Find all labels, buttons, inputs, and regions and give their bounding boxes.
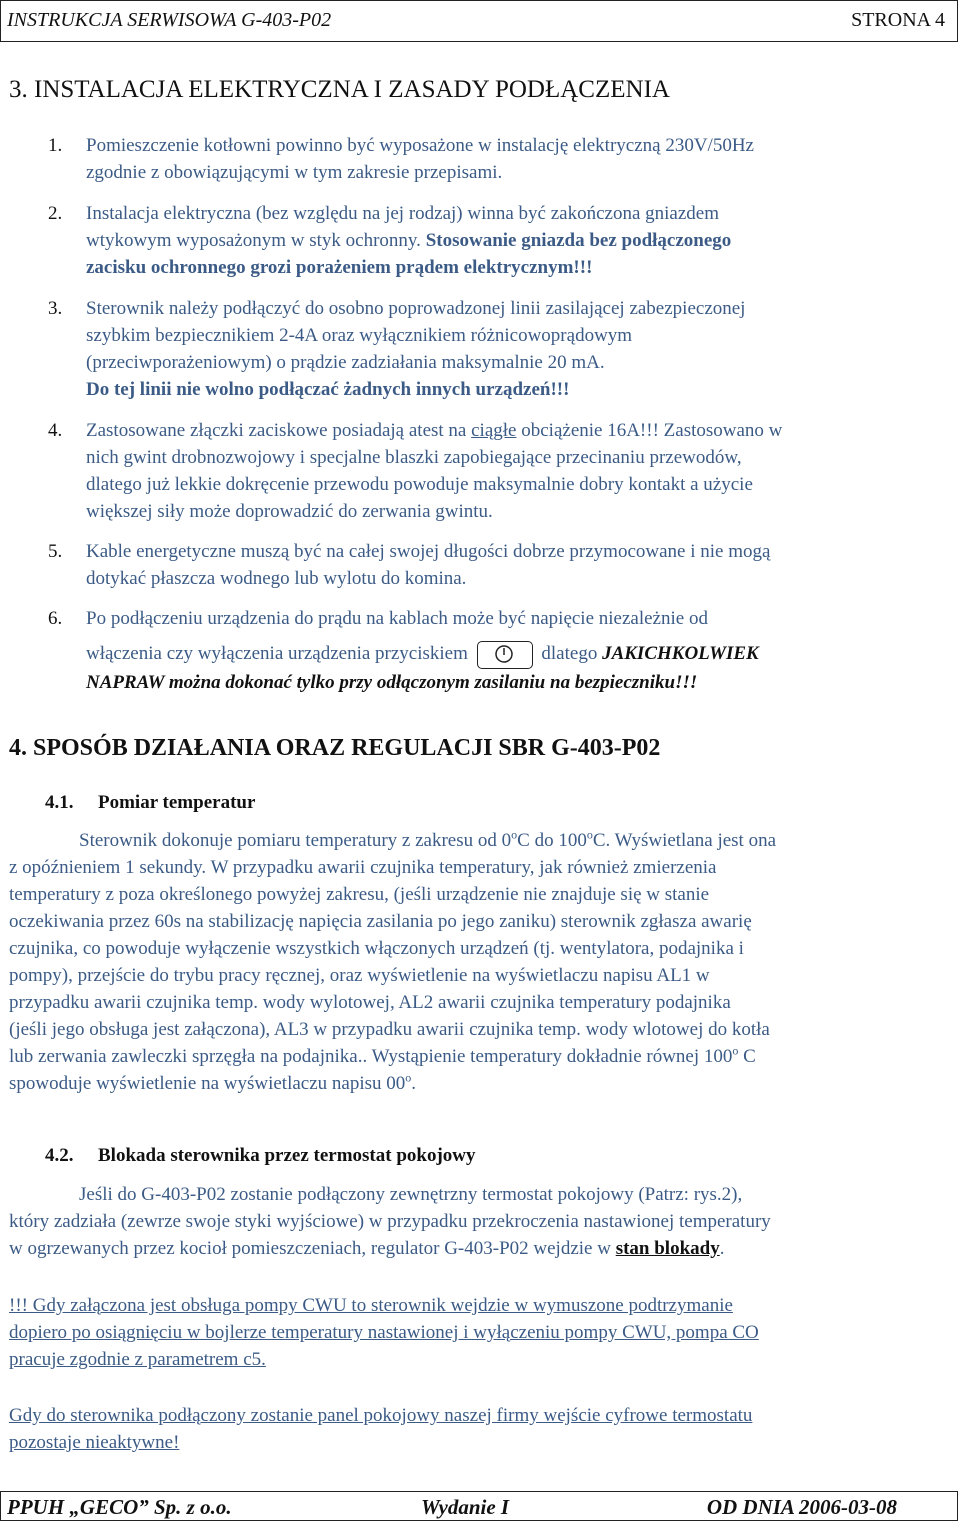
item-2-text: Instalacja elektryczna (bez względu na jej rodzaj) winna być zakończona gniazdem wtykowym wyposażonym w styk ochronny. Stosowanie gniazda bez podłączonego zacisku ochronnego grozi porażeniem prądem elektrycznym!!!: [86, 203, 732, 278]
lock-state-label: stan blokady: [615, 1238, 720, 1259]
subsection-4-1-title: Pomiar temperatur: [98, 792, 256, 813]
section-3-title: 3. INSTALACJA ELEKTRYCZNA I ZASADY PODŁĄCZENIA: [9, 76, 670, 103]
cwu-note: !!! Gdy załączona jest obsługa pompy CWU to sterownik wejdzie w wymuszone podtrzymanie dopiero po osiągnięciu w bojlerze temperatury nastawionej i wyłączeniu pompy CWU, pompa CO pracuje zgodnie z parametrem c5.: [9, 1295, 759, 1370]
document-title: INSTRUKCJA SERWISOWA G-403-P02: [7, 9, 332, 31]
edition: Wydanie I: [421, 1495, 510, 1519]
item-6-text: Po podłączeniu urządzenia do prądu na kablach może być napięcie niezależnie od włączenia czy wyłączenia urządzenia przyciskiem dlatego JAKICHKOLWIEK NAPRAW można dokonać tylko przy odłączonym zasilaniu na bezpieczniku!!!: [86, 608, 759, 693]
item-3-text: Sterownik należy podłączyć do osobno poprowadzonej linii zasilającej zabezpieczonej szybkim bezpiecznikiem 2-4A oraz wyłącznikiem różnicowoprądowym (przeciwporażeniowym) o prądzie zadziałania maksymalnie 20 mA. Do tej linii nie wolno podłączać żadnych innych urządzeń!!!: [86, 295, 954, 403]
subsection-4-1-body: Sterownik dokonuje pomiaru temperatury z zakresu od 0$^o$C do 100$^o$C. Wyświetlana jest ona z opóźnieniem 1 sekundy. W przypadku awarii czujnika temperatury, jak również zmierzenia temperatury z poza określonego powyżej zakresu, (jeśli urządzenie nie znajduje się w stanie oczekiwania przez 60s na stabilizację napięcia zasilania po jego zaniku) sterownik zgłasza awarię czujnika, co powoduje wyłączenie wszystkich włączonych urządzeń (tj. wentylatora, podajnika i pompy), przejście do trybu pracy ręcznej, oraz wyświetlenie na wyświetlaczu napisu AL1 w przypadku awarii czujnika temp. wody wylotowej, AL2 awarii czujnika temperatury podajnika (jeśli jego obsługa jest załączona), AL3 w przypadku awarii czujnika temp. wody wlotowej do kotła lub zerwania zawleczki sprzęgła na podajnika.. Wystąpienie temperatury dokładnie równej 100$^o$ C spowoduje wyświetlenie na wyświetlaczu napisu 00$^o$.: [9, 827, 777, 1094]
item-1-text: Pomieszczenie kotłowni powinno być wyposażone w instalację elektryczną 230V/50Hz zgodnie z obowiązującymi w tym zakresie przepisami.: [86, 135, 754, 183]
item-1-number: 1.: [48, 135, 63, 156]
room-panel-note: Gdy do sterownika podłączony zostanie panel pokojowy naszej firmy wejście cyfrowe termostatu pozostaje nieaktywne!: [9, 1405, 753, 1453]
page-footer: [0, 1491, 958, 1521]
item-5-number: 5.: [48, 541, 63, 562]
company-name: PPUH „GECO” Sp. z o.o.: [7, 1495, 232, 1519]
subsection-4-2-title: Blokada sterownika przez termostat pokojowy: [98, 1145, 476, 1166]
subsection-4-2-body: Jeśli do G-403-P02 zostanie podłączony zewnętrzny termostat pokojowy (Patrz: rys.2), który zadziała (zewrze swoje styki wyjściowe) w przypadku przekroczenia nastawionej temperatury w ogrzewanych przez kocioł pomieszczeniach, regulator G-403-P02 wejdzie w stan blokady.: [9, 1184, 771, 1259]
item-6-number: 6.: [48, 608, 63, 629]
power-button-symbol: [477, 641, 533, 669]
item-5-text: Kable energetyczne muszą być na całej swojej długości dobrze przymocowane i nie mogą dotykać płaszcza wodnego lub wylotu do komina.: [86, 541, 771, 589]
warning-text: Stosowanie gniazda bez podłączonego: [425, 230, 732, 251]
page-header: [0, 0, 958, 42]
subsection-4-2-number: 4.2.: [45, 1145, 74, 1166]
valid-from-date: OD DNIA 2006-03-08: [706, 1495, 897, 1519]
item-2-number: 2.: [48, 203, 63, 224]
power-icon: [493, 643, 515, 665]
item-4-number: 4.: [48, 420, 63, 441]
subsection-4-1-number: 4.1.: [45, 792, 74, 813]
page-number: STRONA 4: [851, 9, 945, 31]
section-4-title: 4. SPOSÓB DZIAŁANIA ORAZ REGULACJI SBR G-403-P02: [9, 735, 661, 761]
item-3-number: 3.: [48, 298, 63, 319]
warning-text: Do tej linii nie wolno podłączać żadnych innych urządzeń!!!: [86, 379, 570, 400]
item-4-text: Zastosowane złączki zaciskowe posiadają atest na ciągłe obciążenie 16A!!! Zastosowano w nich gwint drobnozwojowy i specjalne blaszki zapobiegające przecinaniu przewodów, dlatego już lekkie dokręcenie przewodu powoduje maksymalnie dobry kontakt a użycie większej siły może doprowadzić do zerwania gwintu.: [86, 420, 783, 522]
